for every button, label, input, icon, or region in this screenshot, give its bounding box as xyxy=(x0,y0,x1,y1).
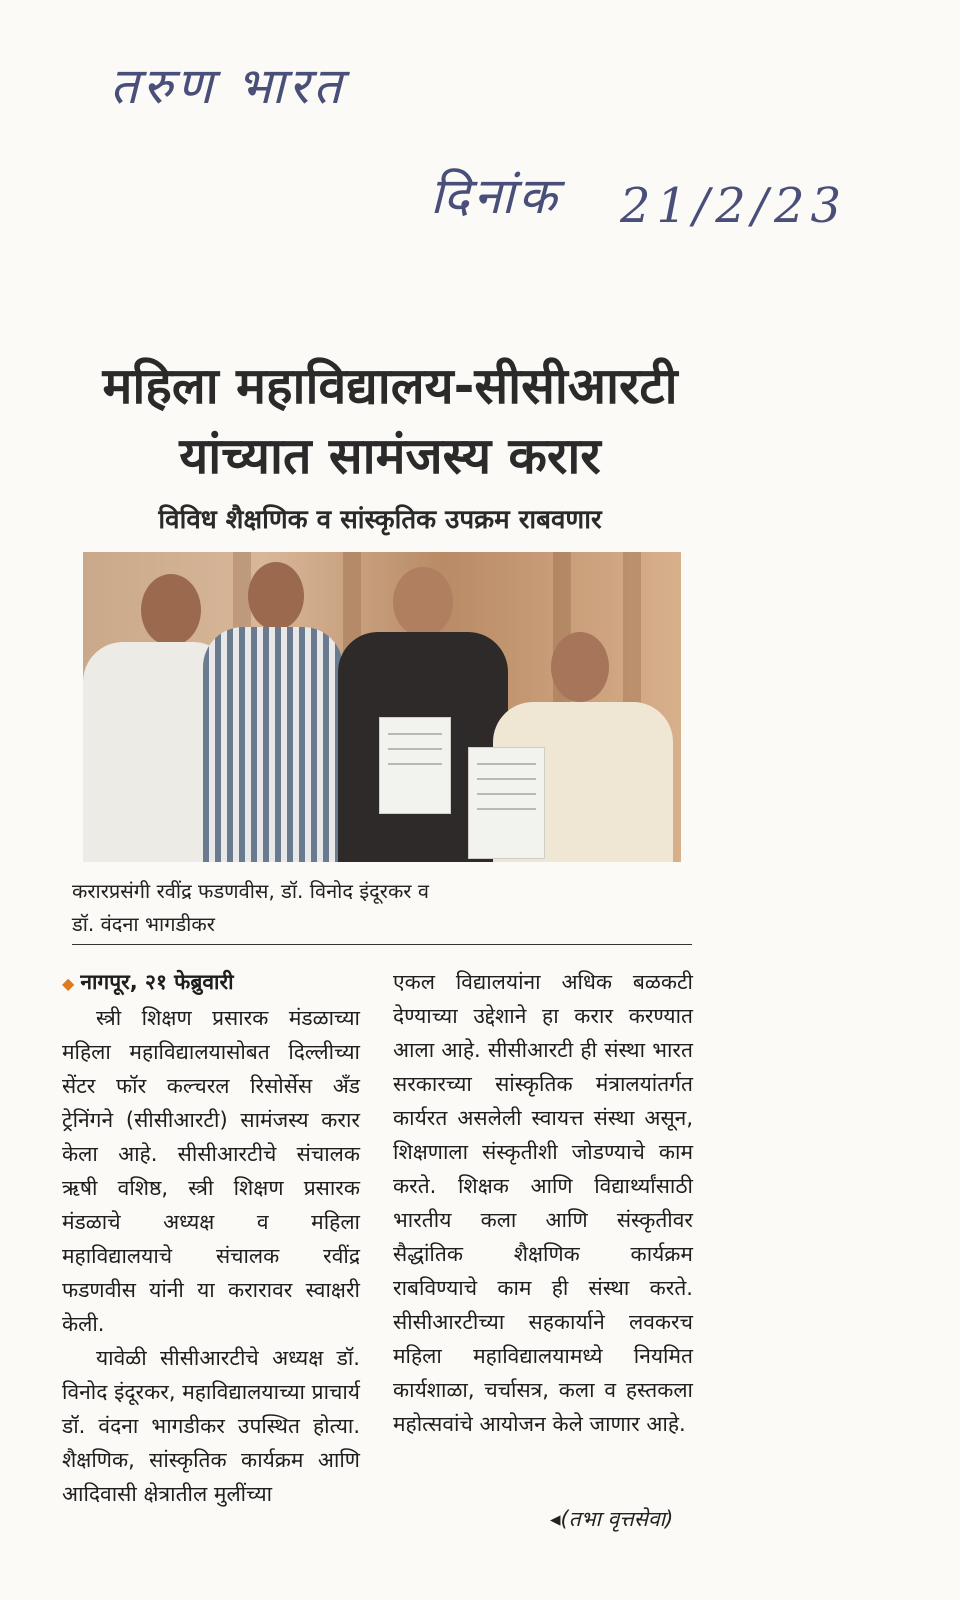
photo-caption xyxy=(72,875,592,941)
subheadline: विविध शैक्षणिक व सांस्कृतिक उपक्रम राबवणार xyxy=(158,505,602,535)
diamond-icon: ◆ xyxy=(62,974,75,993)
article-column-left xyxy=(62,965,360,1511)
agreement-document xyxy=(379,717,451,814)
agreement-document xyxy=(468,747,545,859)
handwritten-date: 21/2/23 xyxy=(620,178,848,234)
news-photo xyxy=(83,552,681,862)
headline-line1: महिला महाविद्यालय-सीसीआरटी xyxy=(102,357,678,415)
dateline xyxy=(62,965,360,1001)
handwritten-newspaper-name: तरुण भारत xyxy=(110,57,346,115)
handwritten-date-label: दिनांक xyxy=(430,167,561,225)
news-credit: ◂(तभा वृत्तसेवा) xyxy=(550,1507,674,1531)
dateline-text: नागपूर, २१ फेब्रुवारी xyxy=(80,970,234,994)
headline-line2: यांच्यात सामंजस्य करार xyxy=(179,427,601,485)
article-paragraph: स्त्री शिक्षण प्रसारक मंडळाच्या महिला महाविद्यालयासोबत दिल्लीच्या सेंटर फॉर कल्चरल रिसोर्सेस अँड ट्रेनिंगने (सीसीआरटी) सामंजस्य करार केला आहे. सीसीआरटीचे संचालक ऋषी वशिष्ठ, स्त्री शिक्षण प्रसारक मंडळाचे अध्यक्ष व महिला महाविद्यालयाचे संचालक रवींद्र फडणवीस यांनी या करारावर स्वाक्षरी केली. xyxy=(62,1006,360,1336)
article-paragraph: यावेळी सीसीआरटीचे अध्यक्ष डॉ. विनोद इंदूरकर, महाविद्यालयाच्या प्राचार्य डॉ. वंदना भागडीकर उपस्थित होत्या. शैक्षणिक, सांस्कृतिक कार्यक्रम आणि आदिवासी क्षेत्रातील मुलींच्या xyxy=(62,1346,360,1506)
article-column-right xyxy=(393,965,693,1441)
photo-caption-line1: करारप्रसंगी रवींद्र फडणवीस, डॉ. विनोद इंदूरकर व xyxy=(72,879,429,903)
article-paragraph: एकल विद्यालयांना अधिक बळकटी देण्याच्या उद्देशाने हा करार करण्यात आला आहे. सीसीआरटी ही संस्था भारत सरकारच्या सांस्कृतिक मंत्रालयांतर्गत कार्यरत असलेली स्वायत्त संस्था असून, शिक्षणाला संस्कृतीशी जोडण्याचे काम करते. शिक्षक आणि विद्यार्थ्यांसाठी भारतीय कला आणि संस्कृतीवर सैद्धांतिक शैक्षणिक कार्यक्रम राबविण्याचे काम ही संस्था करते. सीसीआरटीच्या सहकार्याने लवकरच महिला महाविद्यालयामध्ये नियमित कार्यशाळा, चर्चासत्र, कला व हस्तकला महोत्सवांचे आयोजन केले जाणार आहे. xyxy=(393,970,693,1436)
divider xyxy=(72,944,692,945)
photo-caption-line2: डॉ. वंदना भागडीकर xyxy=(72,912,215,936)
